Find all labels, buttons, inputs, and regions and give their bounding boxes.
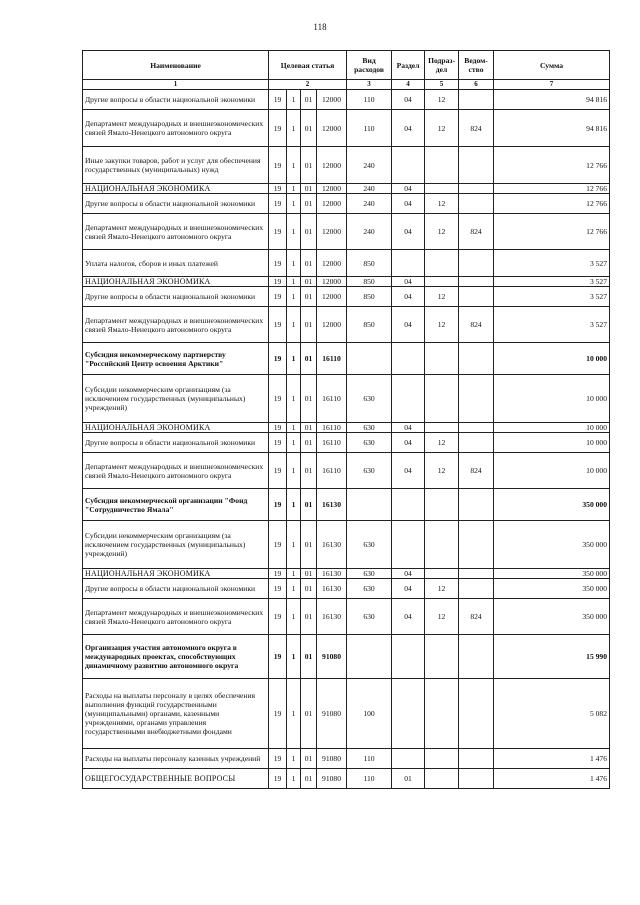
- row-sum: 10 000: [494, 343, 610, 375]
- target-code-main: 01: [301, 250, 317, 277]
- header-row: [83, 51, 610, 80]
- target-code-subprogram: 1: [287, 147, 301, 184]
- target-code-direction: 12000: [317, 194, 347, 214]
- row-podrazdel: [425, 277, 459, 287]
- row-name: Другие вопросы в области национальной экономики: [83, 579, 269, 599]
- target-code-main: 01: [301, 599, 317, 635]
- table-row: [83, 147, 610, 184]
- row-name: Субсидии некоммерческим организациям (за исключением государственных (муниципальных) учреждений): [83, 521, 269, 569]
- row-vedomstvo: [459, 343, 494, 375]
- target-code-subprogram: 1: [287, 749, 301, 769]
- row-podrazdel: 12: [425, 579, 459, 599]
- table-row: [83, 184, 610, 194]
- target-code-program: 19: [269, 769, 287, 789]
- target-code-direction: 12000: [317, 184, 347, 194]
- table-row: [83, 90, 610, 110]
- table-row: [83, 749, 610, 769]
- target-code-subprogram: 1: [287, 453, 301, 489]
- target-code-program: 19: [269, 635, 287, 679]
- target-code-main: 01: [301, 277, 317, 287]
- table-row: [83, 214, 610, 250]
- target-code-subprogram: 1: [287, 433, 301, 453]
- table-row: [83, 769, 610, 789]
- row-podrazdel: [425, 635, 459, 679]
- row-sum: 10 000: [494, 453, 610, 489]
- target-code-subprogram: 1: [287, 277, 301, 287]
- row-vid: 100: [347, 679, 392, 749]
- target-code-subprogram: 1: [287, 343, 301, 375]
- header-podrazdel: Подраз-дел: [425, 51, 459, 80]
- target-code-direction: 91080: [317, 635, 347, 679]
- row-name: Уплата налогов, сборов и иных платежей: [83, 250, 269, 277]
- table-body: [83, 90, 610, 789]
- target-code-program: 19: [269, 147, 287, 184]
- row-razdel: 04: [392, 277, 425, 287]
- target-code-program: 19: [269, 194, 287, 214]
- table-row: [83, 635, 610, 679]
- row-vedomstvo: 824: [459, 214, 494, 250]
- target-code-direction: 12000: [317, 90, 347, 110]
- row-razdel: [392, 749, 425, 769]
- target-code-main: 01: [301, 194, 317, 214]
- row-name: Иные закупки товаров, работ и услуг для обеспечения государственных (муниципальных) нужд: [83, 147, 269, 184]
- row-sum: 12 766: [494, 194, 610, 214]
- row-sum: 12 766: [494, 147, 610, 184]
- row-vid: 850: [347, 307, 392, 343]
- target-code-direction: 16110: [317, 423, 347, 433]
- target-code-subprogram: 1: [287, 194, 301, 214]
- row-vid: 630: [347, 423, 392, 433]
- row-vedomstvo: [459, 769, 494, 789]
- row-vid: 240: [347, 184, 392, 194]
- target-code-direction: 91080: [317, 679, 347, 749]
- target-code-direction: 16110: [317, 343, 347, 375]
- row-podrazdel: 12: [425, 110, 459, 147]
- target-code-main: 01: [301, 214, 317, 250]
- row-podrazdel: 12: [425, 433, 459, 453]
- table-row: [83, 453, 610, 489]
- row-razdel: 01: [392, 769, 425, 789]
- target-code-direction: 12000: [317, 214, 347, 250]
- table-row: [83, 250, 610, 277]
- row-podrazdel: 12: [425, 214, 459, 250]
- row-podrazdel: 12: [425, 287, 459, 307]
- target-code-program: 19: [269, 679, 287, 749]
- target-code-program: 19: [269, 521, 287, 569]
- row-podrazdel: 12: [425, 599, 459, 635]
- row-vedomstvo: 824: [459, 307, 494, 343]
- table-row: [83, 307, 610, 343]
- row-vid: 630: [347, 521, 392, 569]
- target-code-main: 01: [301, 287, 317, 307]
- table-row: [83, 569, 610, 579]
- target-code-subprogram: 1: [287, 110, 301, 147]
- row-razdel: 04: [392, 287, 425, 307]
- row-sum: 350 000: [494, 579, 610, 599]
- row-vedomstvo: [459, 147, 494, 184]
- target-code-main: 01: [301, 343, 317, 375]
- row-name: Расходы на выплаты персоналу казенных учреждений: [83, 749, 269, 769]
- row-name: Субсидии некоммерческим организациям (за исключением государственных (муниципальных) учреждений): [83, 375, 269, 423]
- row-vedomstvo: [459, 184, 494, 194]
- target-code-main: 01: [301, 521, 317, 569]
- row-razdel: 04: [392, 569, 425, 579]
- row-razdel: [392, 679, 425, 749]
- row-name: Другие вопросы в области национальной экономики: [83, 287, 269, 307]
- row-sum: 3 527: [494, 307, 610, 343]
- row-sum: 5 082: [494, 679, 610, 749]
- target-code-direction: 12000: [317, 307, 347, 343]
- row-razdel: 04: [392, 579, 425, 599]
- target-code-subprogram: 1: [287, 214, 301, 250]
- target-code-program: 19: [269, 184, 287, 194]
- target-code-program: 19: [269, 287, 287, 307]
- row-name: Департамент международных и внешнеэкономических связей Ямало-Ненецкого автономного округа: [83, 599, 269, 635]
- column-number: 6: [459, 80, 494, 90]
- row-vid: 110: [347, 749, 392, 769]
- row-vedomstvo: [459, 569, 494, 579]
- row-sum: 350 000: [494, 521, 610, 569]
- row-podrazdel: [425, 184, 459, 194]
- header-summa: Сумма: [494, 51, 610, 80]
- target-code-subprogram: 1: [287, 679, 301, 749]
- column-number: 3: [347, 80, 392, 90]
- row-sum: 3 527: [494, 287, 610, 307]
- target-code-direction: 16110: [317, 375, 347, 423]
- row-vedomstvo: 824: [459, 110, 494, 147]
- row-razdel: 04: [392, 194, 425, 214]
- row-vid: 850: [347, 287, 392, 307]
- row-podrazdel: [425, 569, 459, 579]
- row-razdel: 04: [392, 599, 425, 635]
- target-code-direction: 16110: [317, 433, 347, 453]
- row-razdel: [392, 343, 425, 375]
- row-name: Субсидия некоммерческому партнерству "Российский Центр освоения Арктики": [83, 343, 269, 375]
- target-code-direction: 12000: [317, 250, 347, 277]
- row-vid: 850: [347, 250, 392, 277]
- table-row: [83, 599, 610, 635]
- target-code-main: 01: [301, 453, 317, 489]
- target-code-subprogram: 1: [287, 423, 301, 433]
- row-name: НАЦИОНАЛЬНАЯ ЭКОНОМИКА: [83, 184, 269, 194]
- target-code-program: 19: [269, 423, 287, 433]
- target-code-main: 01: [301, 433, 317, 453]
- table-row: [83, 679, 610, 749]
- row-vedomstvo: [459, 749, 494, 769]
- row-vid: 630: [347, 453, 392, 489]
- row-vid: 630: [347, 375, 392, 423]
- target-code-direction: 12000: [317, 277, 347, 287]
- row-sum: 15 990: [494, 635, 610, 679]
- target-code-subprogram: 1: [287, 307, 301, 343]
- row-podrazdel: [425, 769, 459, 789]
- target-code-subprogram: 1: [287, 521, 301, 569]
- target-code-main: 01: [301, 579, 317, 599]
- row-vedomstvo: [459, 679, 494, 749]
- target-code-direction: 12000: [317, 110, 347, 147]
- row-name: Расходы на выплаты персоналу в целях обеспечения выполнения функций государственными (муниципальными) органами, казенными учреждениями, органами управления государственными внебюджетными фондами: [83, 679, 269, 749]
- row-razdel: 04: [392, 110, 425, 147]
- budget-table: [82, 50, 610, 789]
- row-name: Департамент международных и внешнеэкономических связей Ямало-Ненецкого автономного округа: [83, 453, 269, 489]
- row-vedomstvo: [459, 635, 494, 679]
- row-vid: [347, 343, 392, 375]
- row-razdel: [392, 489, 425, 521]
- row-vedomstvo: [459, 90, 494, 110]
- target-code-direction: 12000: [317, 147, 347, 184]
- row-name: НАЦИОНАЛЬНАЯ ЭКОНОМИКА: [83, 423, 269, 433]
- row-vedomstvo: [459, 489, 494, 521]
- table-row: [83, 277, 610, 287]
- row-vid: 630: [347, 433, 392, 453]
- row-razdel: 04: [392, 184, 425, 194]
- row-vedomstvo: [459, 277, 494, 287]
- row-podrazdel: [425, 343, 459, 375]
- row-sum: 10 000: [494, 423, 610, 433]
- row-sum: 350 000: [494, 569, 610, 579]
- header-target: Целевая статья: [269, 51, 347, 80]
- table-row: [83, 287, 610, 307]
- row-sum: 3 527: [494, 250, 610, 277]
- target-code-main: 01: [301, 110, 317, 147]
- table-row: [83, 423, 610, 433]
- target-code-program: 19: [269, 214, 287, 250]
- target-code-direction: 16130: [317, 489, 347, 521]
- row-vedomstvo: [459, 194, 494, 214]
- target-code-main: 01: [301, 489, 317, 521]
- row-razdel: [392, 635, 425, 679]
- row-vid: 110: [347, 90, 392, 110]
- row-vid: 240: [347, 194, 392, 214]
- column-number: 2: [269, 80, 347, 90]
- header-razdel: Раздел: [392, 51, 425, 80]
- row-razdel: 04: [392, 90, 425, 110]
- row-vedomstvo: 824: [459, 599, 494, 635]
- row-vid: [347, 635, 392, 679]
- row-razdel: [392, 147, 425, 184]
- column-number: 1: [83, 80, 269, 90]
- row-razdel: 04: [392, 423, 425, 433]
- row-razdel: 04: [392, 307, 425, 343]
- row-sum: 94 816: [494, 90, 610, 110]
- target-code-direction: 16130: [317, 579, 347, 599]
- table-row: [83, 433, 610, 453]
- table-row: [83, 521, 610, 569]
- row-vedomstvo: [459, 287, 494, 307]
- target-code-main: 01: [301, 147, 317, 184]
- row-vedomstvo: [459, 250, 494, 277]
- row-vid: 630: [347, 569, 392, 579]
- row-vid: 850: [347, 277, 392, 287]
- target-code-main: 01: [301, 635, 317, 679]
- row-sum: 12 766: [494, 214, 610, 250]
- target-code-program: 19: [269, 453, 287, 489]
- target-code-main: 01: [301, 90, 317, 110]
- row-vid: 240: [347, 214, 392, 250]
- row-podrazdel: [425, 489, 459, 521]
- table-row: [83, 110, 610, 147]
- row-name: Субсидия некоммерческой организации "Фонд "Сотрудничество Ямала": [83, 489, 269, 521]
- target-code-direction: 16110: [317, 453, 347, 489]
- table-row: [83, 489, 610, 521]
- row-vedomstvo: [459, 375, 494, 423]
- target-code-program: 19: [269, 343, 287, 375]
- target-code-program: 19: [269, 250, 287, 277]
- row-vid: 630: [347, 599, 392, 635]
- target-code-subprogram: 1: [287, 635, 301, 679]
- row-name: НАЦИОНАЛЬНАЯ ЭКОНОМИКА: [83, 277, 269, 287]
- row-podrazdel: 12: [425, 453, 459, 489]
- column-number: 5: [425, 80, 459, 90]
- row-razdel: 04: [392, 433, 425, 453]
- row-podrazdel: [425, 147, 459, 184]
- row-sum: 350 000: [494, 489, 610, 521]
- target-code-subprogram: 1: [287, 375, 301, 423]
- row-podrazdel: [425, 749, 459, 769]
- target-code-subprogram: 1: [287, 287, 301, 307]
- page-number: 118: [313, 22, 327, 32]
- row-podrazdel: [425, 679, 459, 749]
- row-vedomstvo: [459, 433, 494, 453]
- target-code-program: 19: [269, 599, 287, 635]
- target-code-program: 19: [269, 375, 287, 423]
- target-code-program: 19: [269, 579, 287, 599]
- target-code-main: 01: [301, 769, 317, 789]
- row-name: НАЦИОНАЛЬНАЯ ЭКОНОМИКА: [83, 569, 269, 579]
- row-razdel: [392, 250, 425, 277]
- target-code-main: 01: [301, 679, 317, 749]
- row-sum: 1 476: [494, 749, 610, 769]
- target-code-program: 19: [269, 433, 287, 453]
- row-podrazdel: [425, 250, 459, 277]
- column-number: 4: [392, 80, 425, 90]
- target-code-direction: 91080: [317, 749, 347, 769]
- table-row: [83, 375, 610, 423]
- row-name: Другие вопросы в области национальной экономики: [83, 90, 269, 110]
- row-sum: 350 000: [494, 599, 610, 635]
- target-code-program: 19: [269, 110, 287, 147]
- row-vedomstvo: [459, 579, 494, 599]
- row-name: Департамент международных и внешнеэкономических связей Ямало-Ненецкого автономного округа: [83, 307, 269, 343]
- target-code-subprogram: 1: [287, 184, 301, 194]
- target-code-subprogram: 1: [287, 769, 301, 789]
- row-razdel: [392, 521, 425, 569]
- row-vid: 110: [347, 769, 392, 789]
- target-code-subprogram: 1: [287, 599, 301, 635]
- header-vid: Вид расходов: [347, 51, 392, 80]
- target-code-program: 19: [269, 307, 287, 343]
- header-vedomstvo: Ведом-ство: [459, 51, 494, 80]
- row-podrazdel: 12: [425, 90, 459, 110]
- target-code-main: 01: [301, 569, 317, 579]
- row-razdel: 04: [392, 453, 425, 489]
- table-row: [83, 579, 610, 599]
- target-code-program: 19: [269, 749, 287, 769]
- row-razdel: [392, 375, 425, 423]
- table-row: [83, 194, 610, 214]
- target-code-program: 19: [269, 569, 287, 579]
- row-sum: 3 527: [494, 277, 610, 287]
- row-vedomstvo: [459, 423, 494, 433]
- target-code-program: 19: [269, 489, 287, 521]
- target-code-subprogram: 1: [287, 250, 301, 277]
- target-code-main: 01: [301, 423, 317, 433]
- column-number-row: [83, 80, 610, 90]
- row-sum: 12 766: [494, 184, 610, 194]
- target-code-subprogram: 1: [287, 579, 301, 599]
- row-vedomstvo: [459, 521, 494, 569]
- target-code-direction: 91080: [317, 769, 347, 789]
- row-podrazdel: 12: [425, 307, 459, 343]
- target-code-program: 19: [269, 90, 287, 110]
- row-name: Департамент международных и внешнеэкономических связей Ямало-Ненецкого автономного округа: [83, 214, 269, 250]
- row-name: Другие вопросы в области национальной экономики: [83, 433, 269, 453]
- header-name: Наименование: [83, 51, 269, 80]
- row-name: Департамент международных и внешнеэкономических связей Ямало-Ненецкого автономного округа: [83, 110, 269, 147]
- row-vedomstvo: 824: [459, 453, 494, 489]
- target-code-direction: 12000: [317, 287, 347, 307]
- target-code-main: 01: [301, 184, 317, 194]
- row-sum: 1 476: [494, 769, 610, 789]
- column-number: 7: [494, 80, 610, 90]
- row-sum: 10 000: [494, 375, 610, 423]
- target-code-main: 01: [301, 307, 317, 343]
- row-podrazdel: 12: [425, 194, 459, 214]
- row-podrazdel: [425, 375, 459, 423]
- row-razdel: 04: [392, 214, 425, 250]
- row-name: Организация участия автономного округа в международных проектах, способствующих динамичному развитию автономного округа: [83, 635, 269, 679]
- row-sum: 94 816: [494, 110, 610, 147]
- row-vid: 240: [347, 147, 392, 184]
- target-code-subprogram: 1: [287, 489, 301, 521]
- row-podrazdel: [425, 423, 459, 433]
- target-code-main: 01: [301, 375, 317, 423]
- target-code-subprogram: 1: [287, 90, 301, 110]
- target-code-program: 19: [269, 277, 287, 287]
- row-name: ОБЩЕГОСУДАРСТВЕННЫЕ ВОПРОСЫ: [83, 769, 269, 789]
- target-code-main: 01: [301, 749, 317, 769]
- table-row: [83, 343, 610, 375]
- row-vid: 110: [347, 110, 392, 147]
- target-code-subprogram: 1: [287, 569, 301, 579]
- target-code-direction: 16130: [317, 569, 347, 579]
- row-name: Другие вопросы в области национальной экономики: [83, 194, 269, 214]
- target-code-direction: 16130: [317, 599, 347, 635]
- target-code-direction: 16130: [317, 521, 347, 569]
- row-sum: 10 000: [494, 433, 610, 453]
- row-vid: 630: [347, 579, 392, 599]
- row-vid: [347, 489, 392, 521]
- row-podrazdel: [425, 521, 459, 569]
